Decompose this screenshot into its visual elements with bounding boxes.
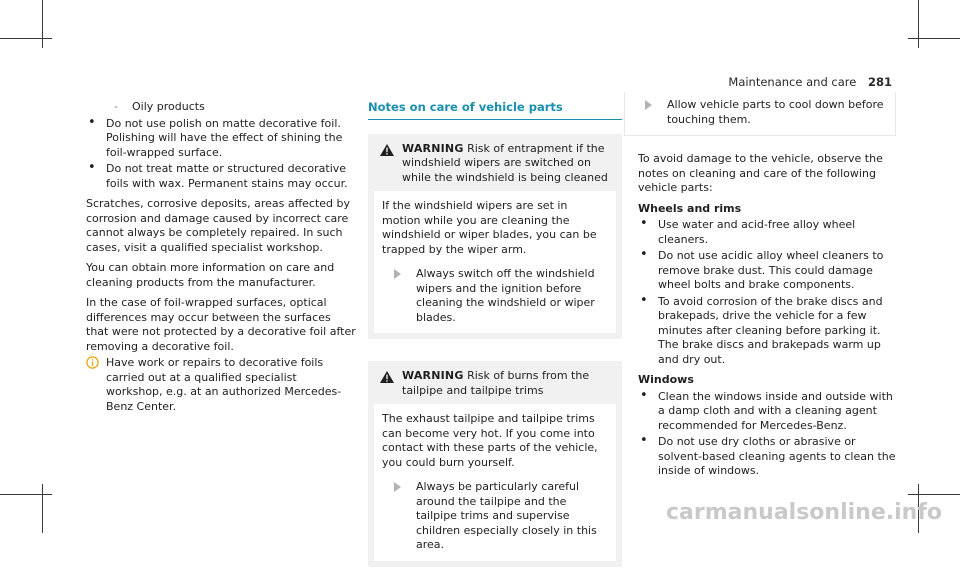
bullet-text: Do not use polish on matte decorative foil. Polishing will have the effect of shining the foil-wrapped surface. — [106, 116, 343, 159]
arrow-icon — [394, 269, 401, 279]
action-text: Allow vehicle parts to cool down before touching them. — [667, 98, 884, 126]
warning-body-text: If the windshield wipers are set in motion while you are cleaning the windshield or wiper blades, you can be trapped by the wiper arm. — [382, 199, 597, 256]
paragraph: In the case of foil-wrapped surfaces, optical differences may occur between the surfaces that were not protected by a decorative foil after removing a decorative foil. — [86, 296, 356, 353]
section-title: Maintenance and care — [728, 75, 857, 89]
bullet-marker: • — [640, 387, 648, 403]
warning-label: WARNING — [402, 141, 464, 155]
warning-box — [368, 134, 622, 340]
bullet-text: Use water and acid-free alloy wheel cleaners. — [658, 218, 856, 246]
warning-body — [368, 404, 622, 567]
note — [86, 356, 356, 414]
wheels-section — [638, 202, 896, 368]
list-item — [638, 249, 896, 293]
bullet-text: Do not treat matte or structured decorative foils with wax. Permanent stains may occur. — [106, 162, 348, 190]
warning-header — [368, 361, 622, 404]
warning-head-text: Risk of burns from the tailpipe and tailpipe trims — [402, 369, 590, 397]
bullet-marker: • — [640, 247, 648, 262]
arrow-icon — [645, 100, 652, 110]
paragraph: To avoid damage to the vehicle, observe the notes on cleaning and care of the following vehicle parts: — [638, 152, 883, 194]
column-middle — [368, 100, 622, 579]
column-left — [86, 100, 356, 414]
bullet-marker: • — [640, 433, 648, 448]
action-item — [633, 98, 887, 127]
subheading: Wheels and rims — [638, 201, 742, 215]
list-item — [86, 100, 356, 115]
list-item — [638, 292, 896, 368]
warning-body — [368, 191, 622, 339]
list-item — [86, 114, 356, 161]
watermark: carmanualsonline.info — [666, 500, 942, 525]
bullet-marker: • — [88, 114, 96, 130]
warning-box — [368, 361, 622, 567]
bullet-marker: • — [88, 160, 96, 175]
action-item — [382, 267, 608, 325]
page-header — [728, 75, 892, 89]
section-heading: Notes on care of vehicle parts — [368, 100, 622, 120]
bullet-marker: • — [640, 216, 648, 231]
crop-mark — [0, 38, 52, 39]
warning-continuation — [624, 92, 896, 136]
warning-header — [368, 134, 622, 192]
crop-mark — [0, 494, 52, 495]
bullet-text: Do not use acidic alloy wheel cleaners to remove brake dust. This could damage wheel bolts and brake components. — [658, 249, 884, 291]
warning-body-text: The exhaust tailpipe and tailpipe trims can become very hot. If you come into contact with these parts of the vehicle, you could burn yourself. — [382, 412, 598, 469]
warning-head-text: Risk of entrapment if the windshield wipers are switched on while the windshield is being cleaned — [402, 141, 608, 184]
paragraph: Scratches, corrosive deposits, areas affected by corrosion and damage caused by incorrect care cannot always be completely repaired. In such cases, visit a qualified specialist workshop. — [86, 197, 351, 254]
crop-mark — [908, 38, 960, 39]
action-text: Always be particularly careful around the tailpipe and the tailpipe trims and supervise children especially closely in this area. — [416, 480, 597, 551]
warning-icon — [380, 144, 394, 161]
dash-marker: - — [114, 100, 118, 113]
crop-mark — [918, 0, 919, 48]
bullet-text: Do not use dry cloths or abrasive or solvent-based cleaning agents to clean the inside of windows. — [658, 435, 896, 477]
bullet-text: Clean the windows inside and outside with a damp cloth and with a cleaning agent recommended for Mercedes-Benz. — [658, 389, 893, 432]
bullet-marker: • — [640, 292, 648, 308]
action-text: Always switch off the windshield wipers and the ignition before cleaning the windshield or wiper blades. — [416, 267, 595, 324]
page-number: 281 — [867, 75, 892, 89]
paragraph: You can obtain more information on care and cleaning products from the manufacturer. — [86, 261, 335, 289]
list-item — [638, 435, 896, 479]
warning-icon — [380, 371, 394, 388]
crop-mark — [42, 484, 43, 533]
arrow-icon — [394, 482, 401, 492]
list-item — [86, 162, 356, 191]
dash-item-text: Oily products — [132, 100, 205, 113]
list-item — [638, 387, 896, 434]
info-icon — [86, 356, 99, 369]
windows-section — [638, 373, 896, 479]
bullet-text: To avoid corrosion of the brake discs and brakepads, drive the vehicle for a few minutes after cleaning before parking it. The brake discs and brakepads warm up and dry out. — [658, 294, 883, 366]
crop-mark — [908, 494, 960, 495]
crop-mark — [42, 0, 43, 48]
column-right — [624, 92, 896, 481]
action-item — [382, 480, 608, 553]
note-text: Have work or repairs to decorative foils carried out at a qualified specialist workshop, e.g. at an authorized Mercedes-Benz Center. — [106, 356, 342, 413]
list-item — [638, 218, 896, 247]
subheading: Windows — [638, 373, 694, 386]
warning-label: WARNING — [402, 369, 464, 382]
